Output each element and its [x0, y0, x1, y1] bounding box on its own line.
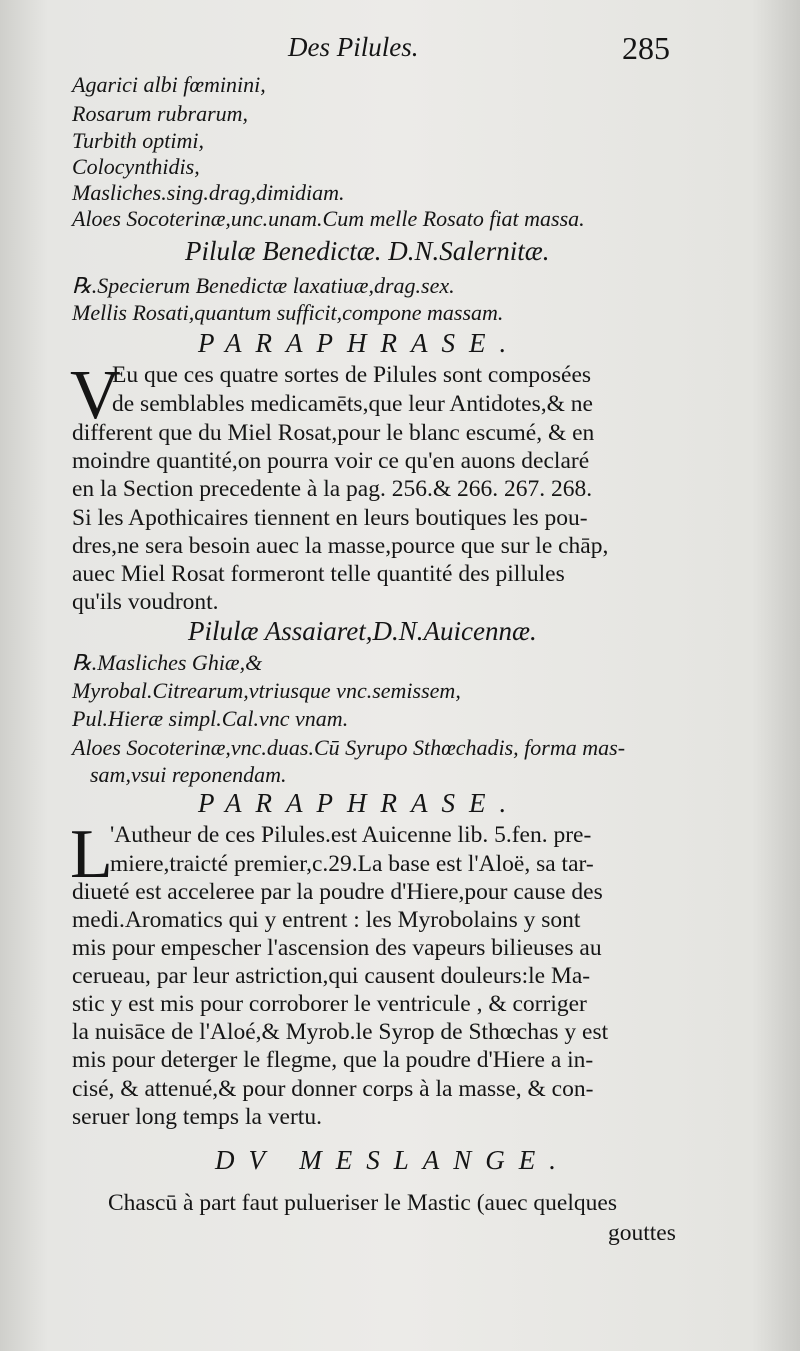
text-line: 'Autheur de ces Pilules.est Auicenne lib. 5.fen. pre-: [110, 822, 592, 848]
text-line: miere,traicté premier,c.29.La base est l'Aloë, sa tar-: [110, 851, 594, 877]
recipe-line: ℞.Masliches Ghiæ,&: [72, 650, 263, 675]
text-line: mis pour deterger le flegme, que la poudre d'Hiere a in-: [72, 1047, 594, 1073]
text-line: cerueau, par leur astriction,qui causent douleurs:le Ma-: [72, 963, 591, 989]
text-line: medi.Aromatics qui y entrent : les Myrobolains y sont: [72, 907, 581, 933]
running-title: Des Pilules.: [288, 32, 419, 62]
text-line: de semblables medicamēts,que leur Antidotes,& ne: [112, 391, 593, 417]
section-heading: DV MESLANGE.: [215, 1145, 570, 1175]
recipe-line: Turbith optimi,: [72, 128, 205, 153]
text-line: seruer long temps la vertu.: [72, 1104, 322, 1130]
text-line: Si les Apothicaires tiennent en leurs boutiques les pou-: [72, 505, 588, 531]
recipe-line: Agarici albi fœminini,: [72, 72, 266, 97]
text-line: mis pour empescher l'ascension des vapeurs bilieuses au: [72, 935, 602, 961]
recipe-line: Masliches.sing.drag,dimidiam.: [72, 180, 345, 205]
catchword: gouttes: [608, 1220, 676, 1246]
recipe-line: Aloes Socoterinæ,unc.unam.Cum melle Rosato fiat massa.: [72, 206, 585, 231]
page-number: 285: [622, 30, 670, 66]
text-line: en la Section precedente à la pag. 256.& 266. 267. 268.: [72, 476, 593, 502]
text-line: diueté est acceleree par la poudre d'Hiere,pour cause des: [72, 879, 603, 905]
drop-cap: V: [70, 357, 121, 434]
recipe-line: Myrobal.Citrearum,vtriusque vnc.semissem,: [72, 678, 461, 703]
recipe-line: sam,vsui reponendam.: [90, 762, 287, 787]
recipe-line: ℞.Specierum Benedictæ laxatiuæ,drag.sex.: [72, 273, 455, 298]
recipe-line: Mellis Rosati,quantum sufficit,compone massam.: [72, 300, 504, 325]
paraphrase-heading: PARAPHRASE.: [198, 788, 521, 818]
paraphrase-heading: PARAPHRASE.: [198, 328, 521, 358]
section-heading: Pilulæ Benedictæ. D.N.Salernitæ.: [185, 236, 550, 266]
page-header: [0, 28, 800, 68]
text-line: Chascū à part faut pulueriser le Mastic (auec quelques: [108, 1190, 617, 1216]
drop-cap: L: [70, 816, 113, 893]
recipe-line: Aloes Socoterinæ,vnc.duas.Cū Syrupo Sthœchadis, forma mas-: [72, 735, 626, 760]
text-line: different que du Miel Rosat,pour le blanc escumé, & en: [72, 420, 595, 446]
recipe-line: Colocynthidis,: [72, 154, 200, 179]
text-line: stic y est mis pour corroborer le ventricule , & corriger: [72, 991, 587, 1017]
recipe-line: Rosarum rubrarum,: [72, 101, 249, 126]
text-line: auec Miel Rosat formeront telle quantité des pillules: [72, 561, 565, 587]
text-line: moindre quantité,on pourra voir ce qu'en auons declaré: [72, 448, 590, 474]
recipe-line: Pul.Hieræ simpl.Cal.vnc vnam.: [72, 706, 349, 731]
section-heading: Pilulæ Assaiaret,D.N.Auicennæ.: [188, 616, 537, 646]
text-line: Eu que ces quatre sortes de Pilules sont composées: [112, 362, 592, 388]
text-line: qu'ils voudront.: [72, 589, 219, 615]
text-line: la nuisāce de l'Aloé,& Myrob.le Syrop de Sthœchas y est: [72, 1019, 609, 1045]
text-line: cisé, & attenué,& pour donner corps à la masse, & con-: [72, 1076, 594, 1102]
text-line: dres,ne sera besoin auec la masse,pource que sur le chāp,: [72, 533, 609, 559]
